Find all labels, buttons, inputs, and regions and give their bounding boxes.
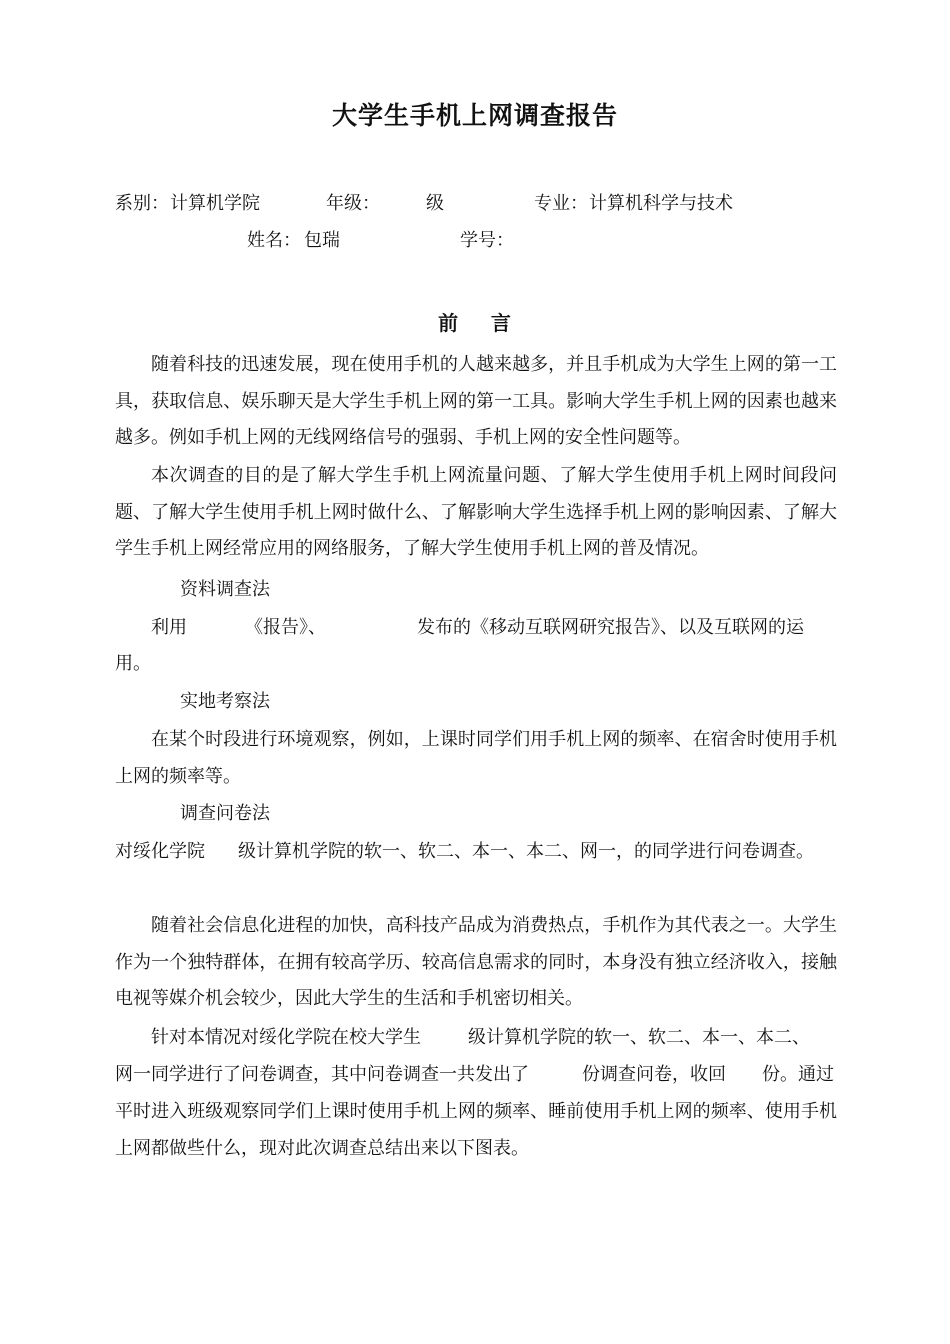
method-1-text-d: 用。 [115,653,151,674]
summary-text-f: 平时进入班级观察同学们上课时使用手机上网的频率、睡前使用手机上网的频率、使用手机上网都做些什么，现对此次调查总结出来以下图表。 [115,1101,837,1159]
method-1-text-b: 《报告》、 [245,617,326,638]
student-id-label: 学号： [460,230,514,251]
method-title-field-study: 实地考察法 [180,691,270,712]
summary-text-a: 针对本情况对绥化学院在校大学生 [151,1027,421,1048]
summary-text-c: 网一同学进行了问卷调查，其中问卷调查一共发出了 [115,1064,529,1085]
method-1-text-c: 发布的《移动互联网研究报告》、以及互联网的运 [417,617,804,638]
major-label: 专业： [534,193,588,214]
grade-label: 年级： [326,193,380,214]
dept-label: 系别： [115,193,169,214]
preface-heading: 前 言 [438,311,512,335]
preface-paragraph-1: 随着科技的迅速发展，现在使用手机的人越来越多，并且手机成为大学生上网的第一工具，获取信息、娱乐聊天是大学生手机上网的第一工具。影响大学生手机上网的因素也越来越多。例如手机上网的无线网络信号的强弱、手机上网的安全性问题等。 [115,354,837,448]
background-paragraph: 随着社会信息化进程的加快，高科技产品成为消费热点，手机作为其代表之一。大学生作为一个独特群体，在拥有较高学历、较高信息需求的同时，本身没有独立经济收入，接触电视等媒介机会较少，因此大学生的生活和手机密切相关。 [115,915,837,1009]
major-value: 计算机科学与技术 [589,193,733,214]
dept-value: 计算机学院 [170,193,260,214]
grade-suffix: 级 [426,193,444,214]
method-3-text-b: 级计算机学院的软一、软二、本一、本二、网一，的同学进行问卷调查。 [238,841,814,862]
summary-text-b: 级计算机学院的软一、软二、本一、本二、 [468,1027,810,1048]
method-3-text-a: 对绥化学院 [115,841,205,862]
method-1-text-a: 利用 [151,617,187,638]
method-2-text: 在某个时段进行环境观察，例如，上课时同学们用手机上网的频率、在宿舍时使用手机上网的频率等。 [115,729,837,787]
name-label: 姓名： [247,230,301,251]
method-title-questionnaire: 调查问卷法 [180,803,270,824]
method-title-data-survey: 资料调查法 [180,579,270,600]
document-title: 大学生手机上网调查报告 [331,101,618,130]
summary-text-d: 份调查问卷，收回 [582,1064,726,1085]
summary-text-e: 份。通过 [762,1064,834,1085]
name-value: 包瑞 [304,230,340,251]
preface-paragraph-2: 本次调查的目的是了解大学生手机上网流量问题、了解大学生使用手机上网时间段问题、了解大学生使用手机上网时做什么、了解影响大学生选择手机上网的影响因素、了解大学生手机上网经常应用的网络服务，了解大学生使用手机上网的普及情况。 [115,465,837,559]
